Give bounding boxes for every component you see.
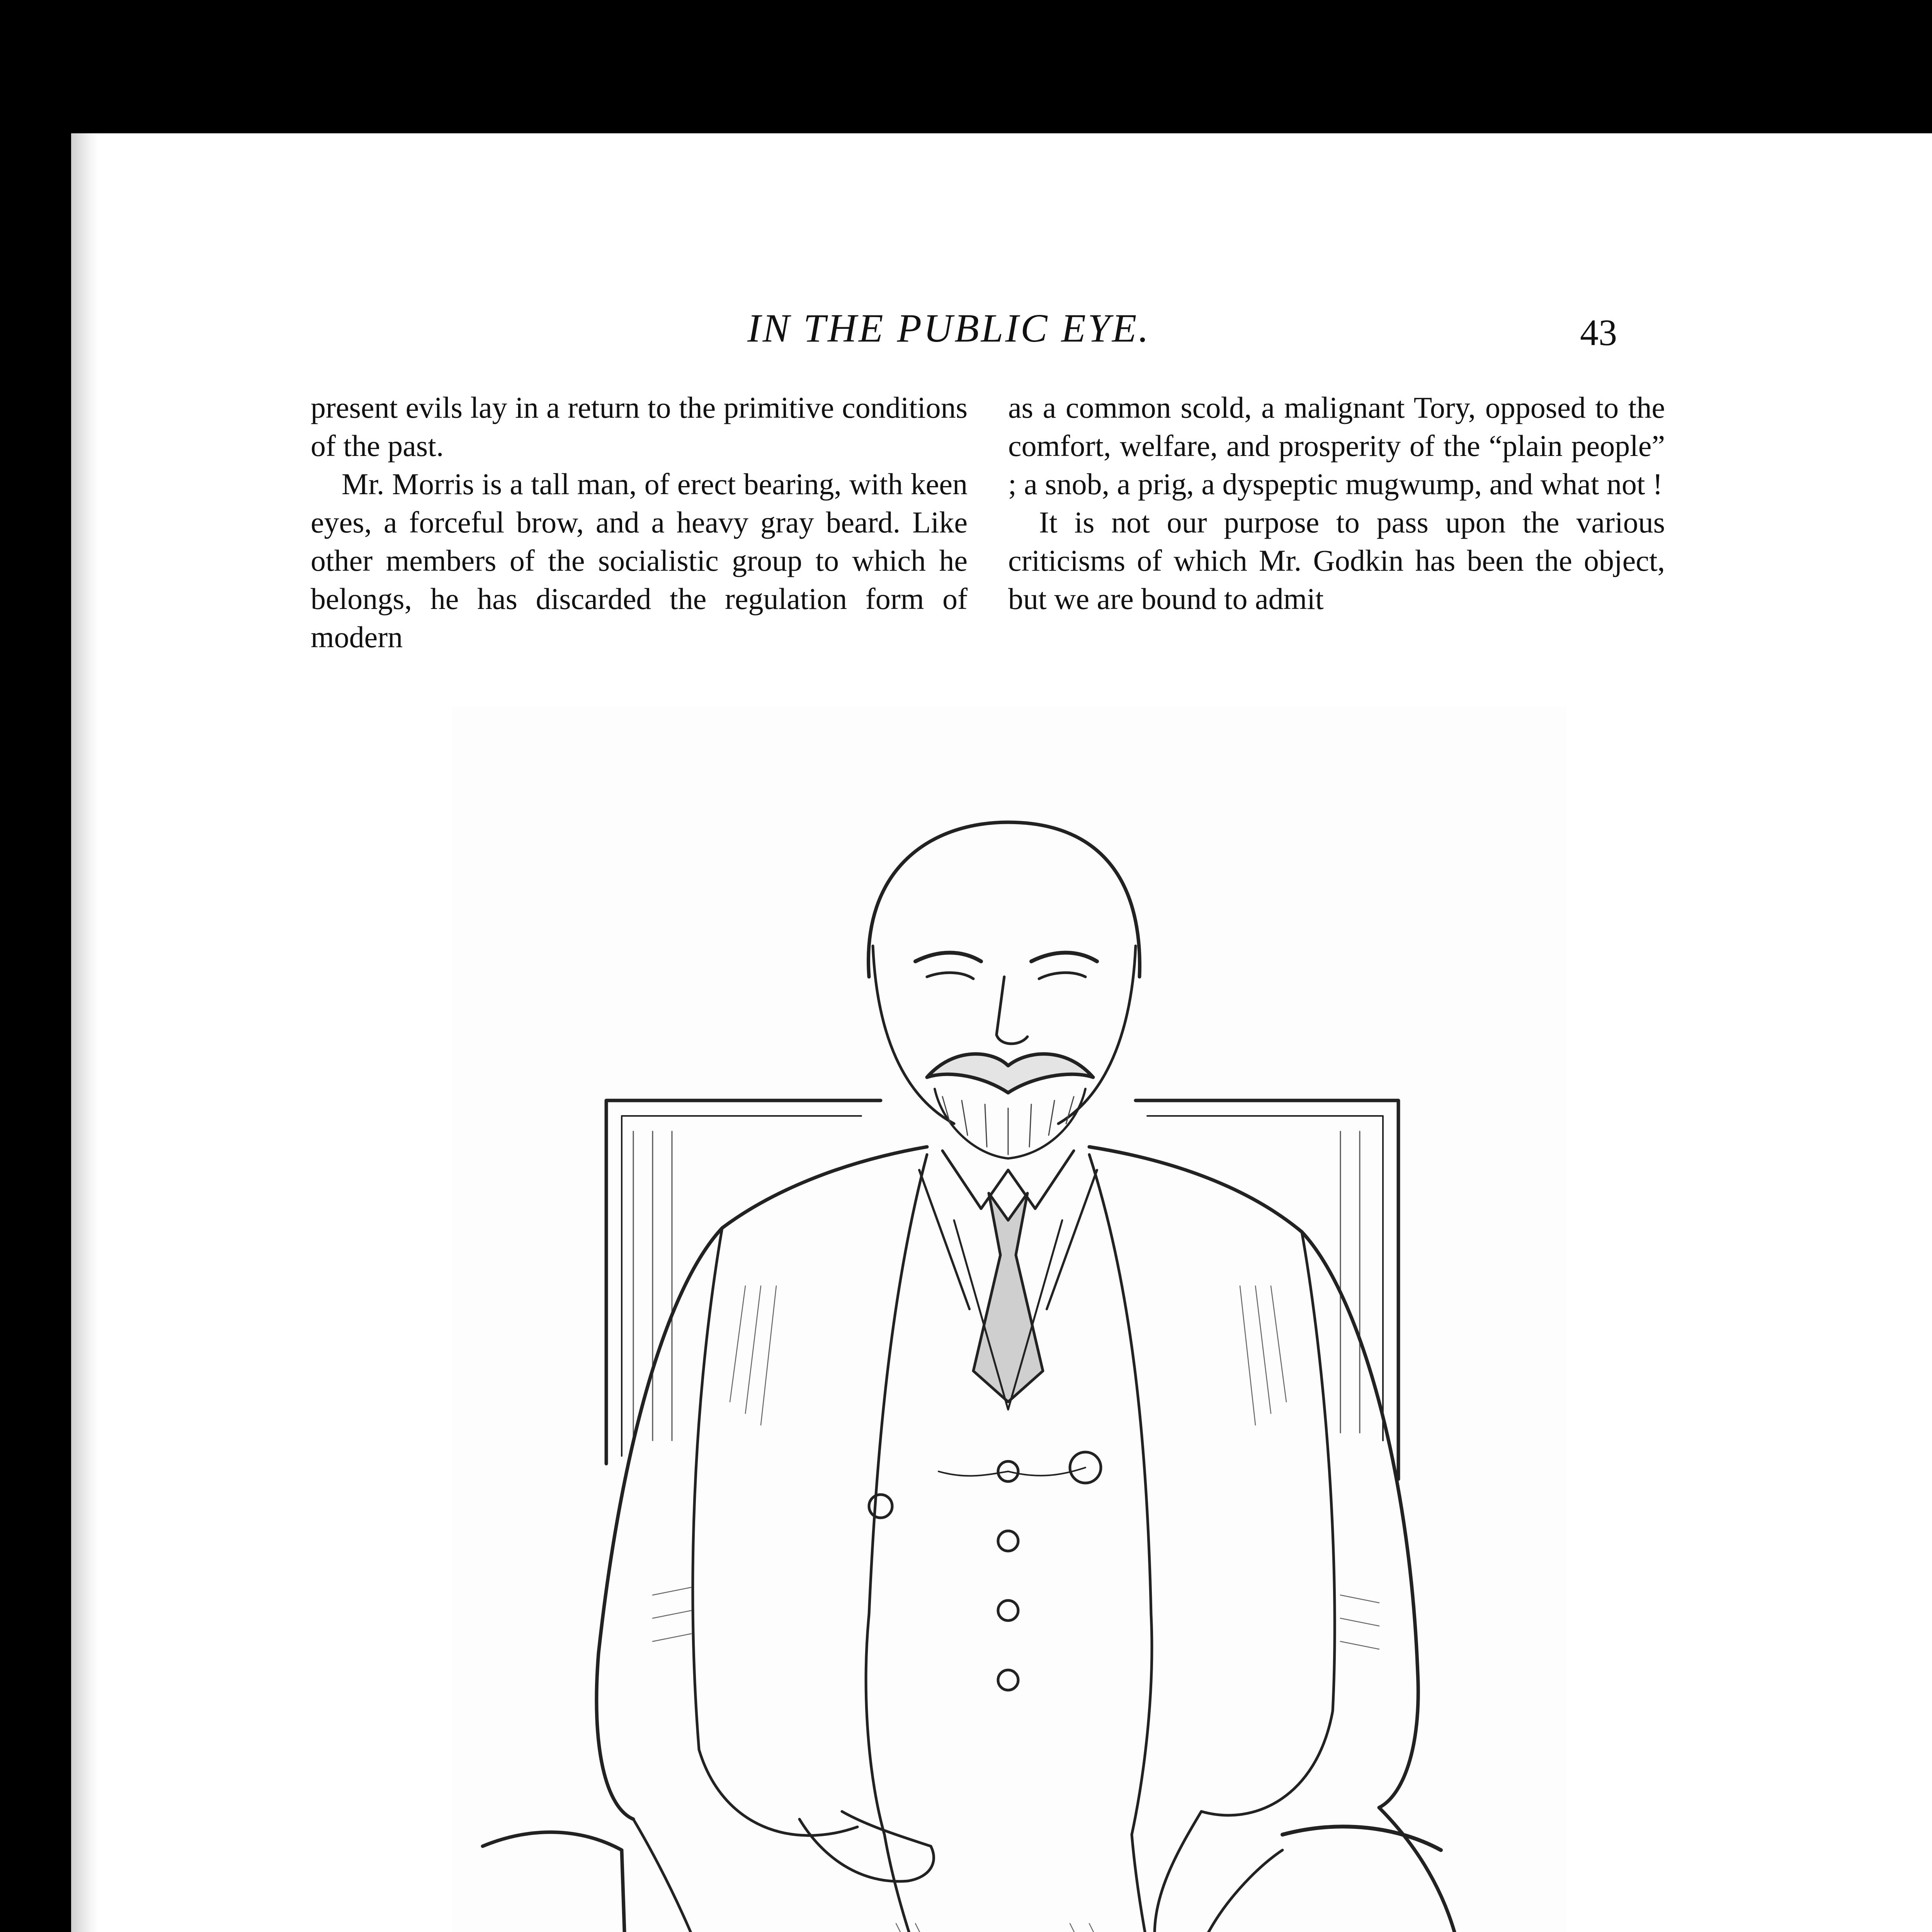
page-number: 43	[1580, 312, 1617, 353]
paragraph: Mr. Morris is a tall man, of erect bearing, with keen eyes, a forceful brow, and a heavy gray beard. Like other members of the socialistic group to which he belongs, he has discarded the regulation form of modern	[311, 467, 968, 654]
paragraph: It is not our purpose to pass upon the various criticisms of which Mr. Godkin has been the object, but we are bound to admit	[1008, 505, 1665, 616]
magazine-page	[71, 133, 1932, 1932]
page-binding-shadow	[71, 133, 98, 1932]
paragraph: as a common scold, a malignant Tory, opposed to the comfort, welfare, and prosperity of the “plain people” ; a snob, a prig, a dyspeptic mugwump, and what not !	[1008, 391, 1665, 501]
column-top-right	[1008, 388, 1665, 618]
portrait-illustration	[452, 706, 1566, 1932]
paragraph: present evils lay in a return to the primitive conditions of the past.	[311, 391, 968, 463]
running-header: IN THE PUBLIC EYE.	[747, 306, 1151, 350]
column-top-left	[311, 388, 968, 656]
